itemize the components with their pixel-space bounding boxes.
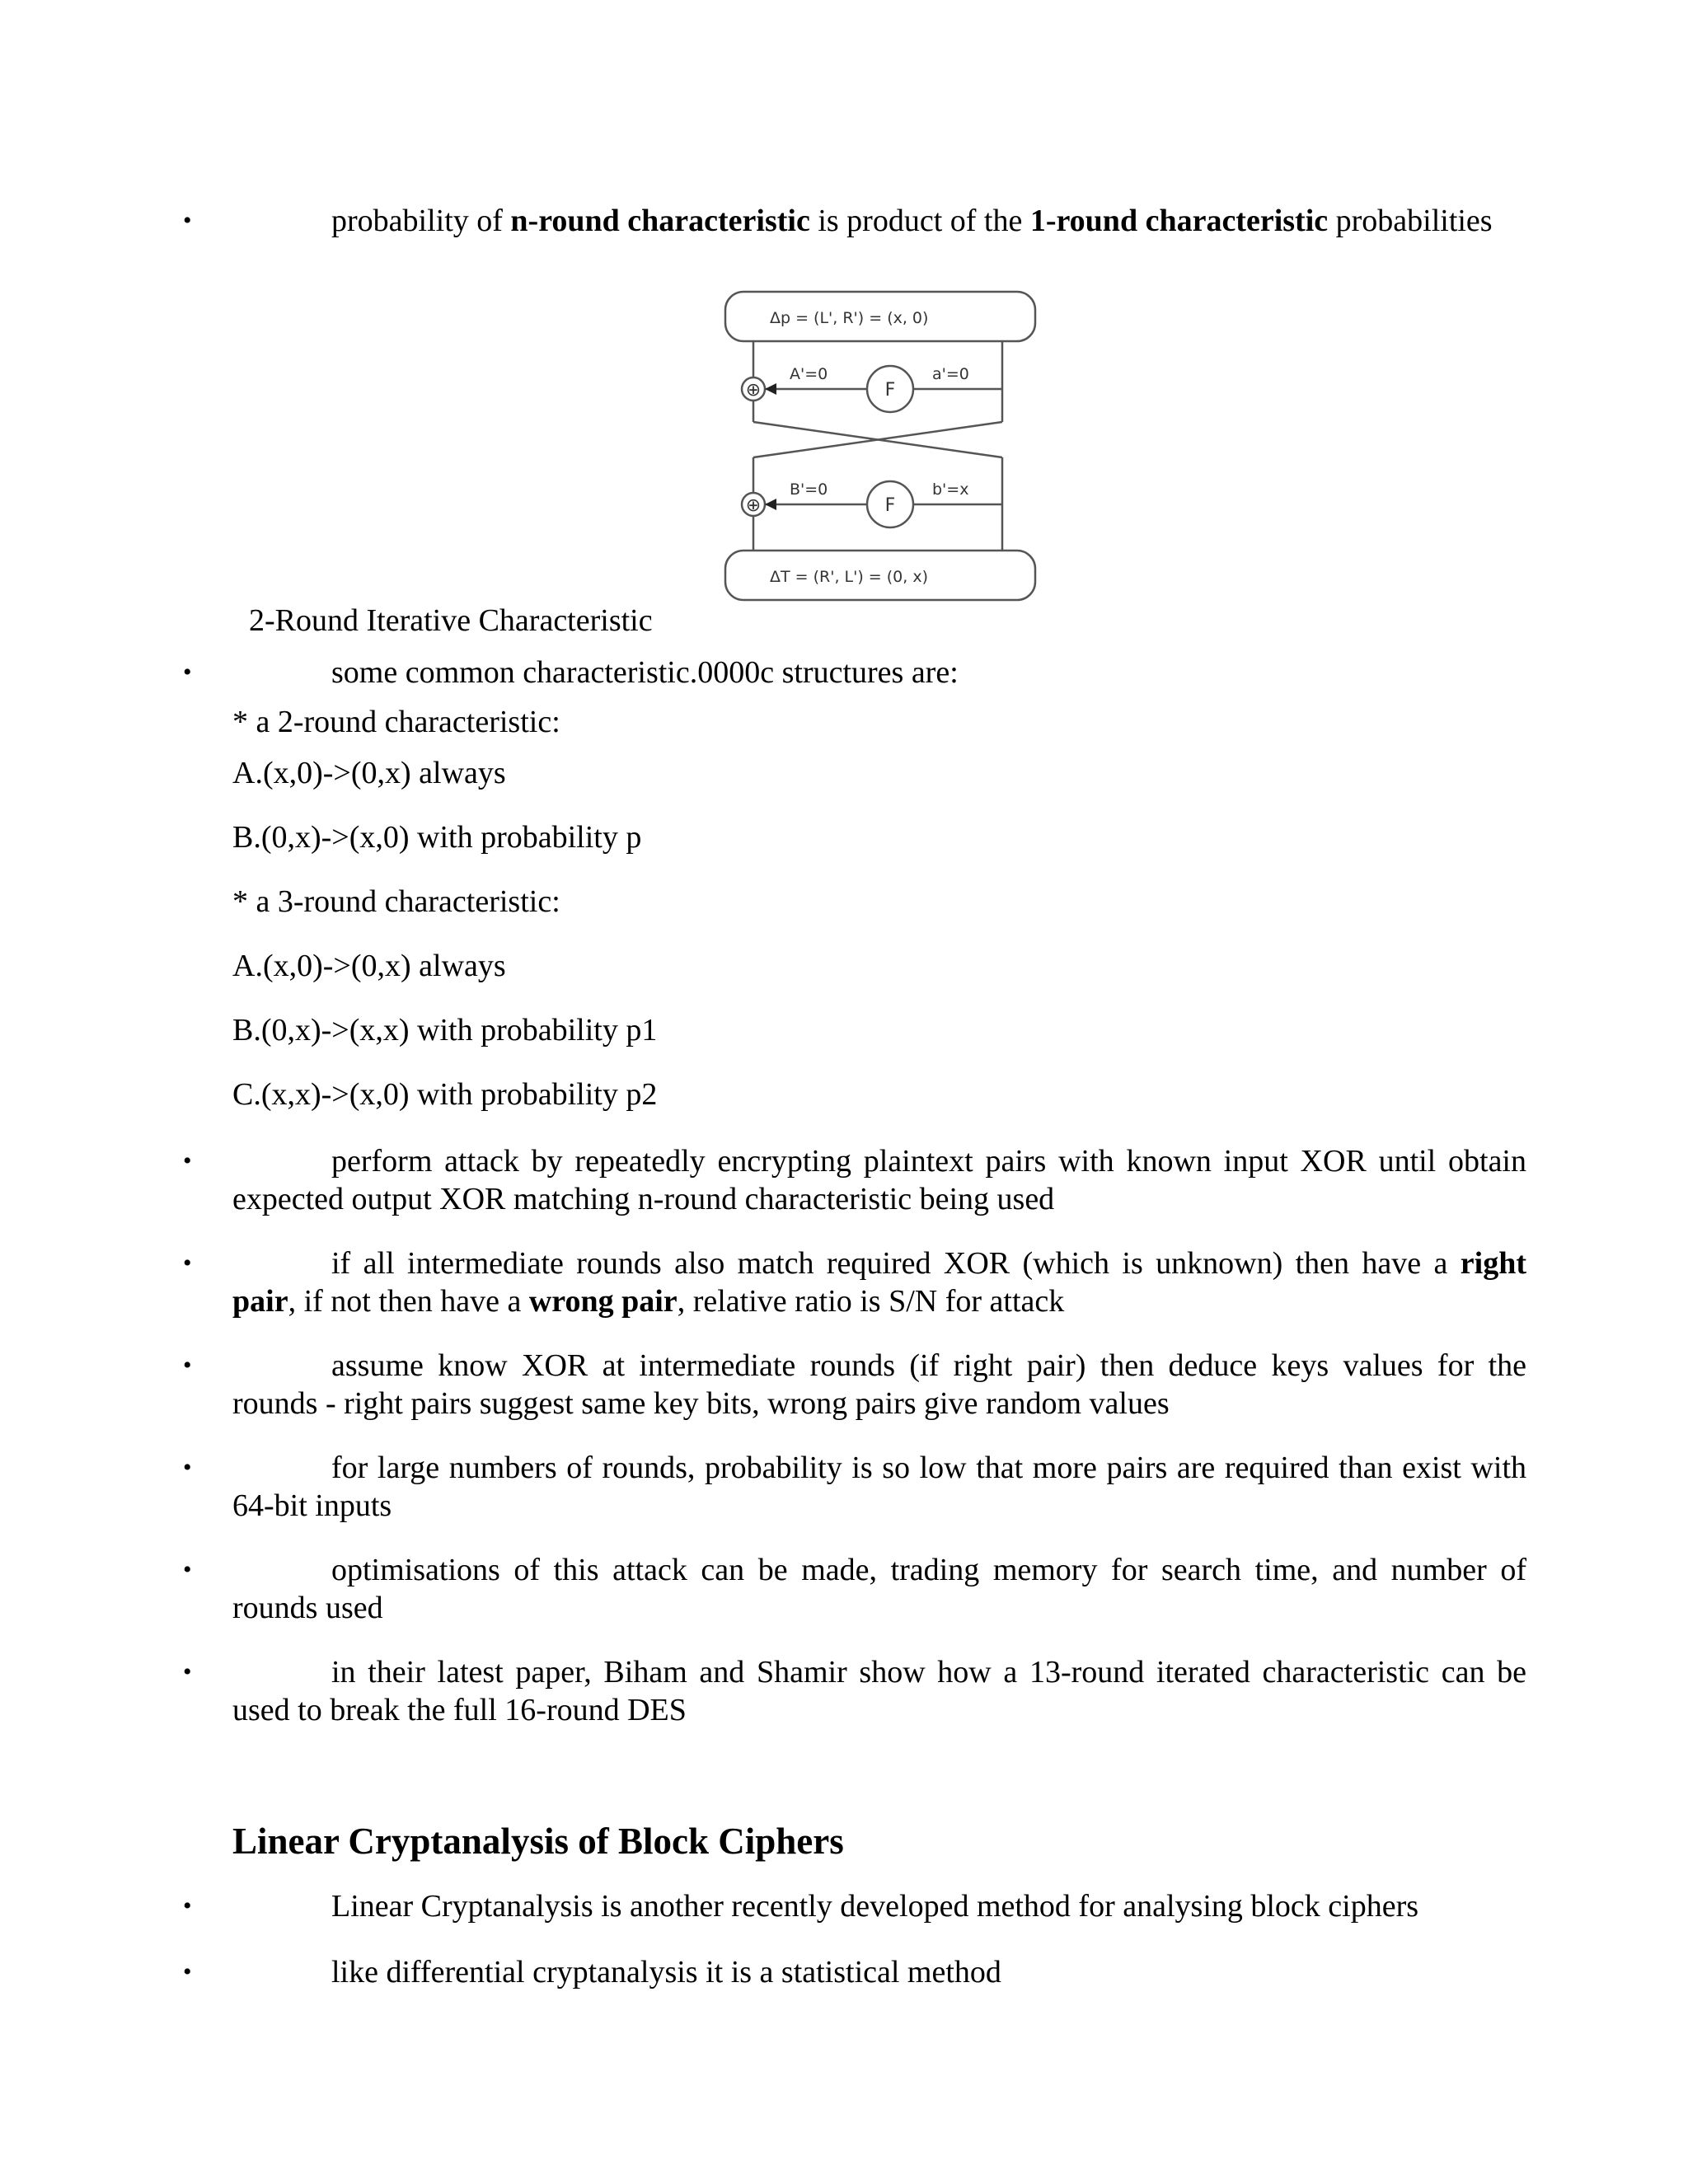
arrow-head xyxy=(765,383,776,395)
f-label: F xyxy=(884,380,896,401)
output-difference-label: ΔT = (R', L') = (0, x) xyxy=(770,568,928,586)
bullet-marker: • xyxy=(183,1556,192,1583)
bullet-paragraph: in their latest paper, Biham and Shamir show how a 13-round iterated characteristic can be used to break the full 16-round DES xyxy=(232,1655,1526,1727)
bullet-marker: • xyxy=(183,207,192,234)
input-difference-label: Δp = (L', R') = (x, 0) xyxy=(770,309,929,327)
characteristic-line: A.(x,0)->(0,x) always xyxy=(232,756,506,790)
bullet-marker: • xyxy=(183,658,192,686)
round2-right-label: b'=x xyxy=(932,480,969,499)
bullet-marker: • xyxy=(183,1454,192,1481)
section-heading: Linear Cryptanalysis of Block Ciphers xyxy=(232,1821,844,1862)
characteristic-line: A.(x,0)->(0,x) always xyxy=(232,949,506,983)
bullet-marker: • xyxy=(183,1958,192,1985)
f-label: F xyxy=(884,495,896,516)
characteristic-line: B.(0,x)->(x,0) with probability p xyxy=(232,820,642,855)
bullet-paragraph: assume know XOR at intermediate rounds (if right pair) then deduce keys values for the rounds - right pairs suggest same key bits, wrong pairs give random values xyxy=(232,1348,1526,1421)
iterative-characteristic-diagram xyxy=(722,288,1040,606)
bullet-marker: • xyxy=(183,1147,192,1174)
bullet-marker: • xyxy=(183,1892,192,1919)
characteristic-line: C.(x,x)->(x,0) with probability p2 xyxy=(232,1077,658,1112)
bullet-marker: • xyxy=(183,1352,192,1379)
xor-symbol: ⊕ xyxy=(745,495,762,516)
bullet-paragraph: perform attack by repeatedly encrypting plaintext pairs with known input XOR until obtain expected output XOR matching n-round characteristic being used xyxy=(232,1144,1526,1216)
characteristic-line: * a 3-round characteristic: xyxy=(232,884,560,919)
bullet-paragraph: if all intermediate rounds also match required XOR (which is unknown) then have a right pair, if not then have a wrong pair, relative ratio is S/N for attack xyxy=(232,1246,1526,1319)
bullet-paragraph: some common characteristic.0000c structures are: xyxy=(331,655,959,690)
figure-caption: 2-Round Iterative Characteristic xyxy=(249,603,653,638)
arrow-head xyxy=(765,499,776,510)
bullet-marker: • xyxy=(183,1658,192,1685)
round1-right-label: a'=0 xyxy=(932,365,969,383)
bullet-marker: • xyxy=(183,1249,192,1277)
round2-left-label: B'=0 xyxy=(790,480,828,499)
bullet-paragraph: like differential cryptanalysis it is a statistical method xyxy=(331,1955,1001,1990)
bullet-paragraph: for large numbers of rounds, probability is so low that more pairs are required than exist with 64-bit inputs xyxy=(232,1451,1526,1523)
round1-left-label: A'=0 xyxy=(790,365,828,383)
xor-symbol: ⊕ xyxy=(745,380,762,401)
bullet-paragraph: Linear Cryptanalysis is another recently developed method for analysing block ciphers xyxy=(331,1889,1419,1924)
characteristic-line: * a 2-round characteristic: xyxy=(232,705,560,739)
bullet-paragraph: optimisations of this attack can be made, trading memory for search time, and number of rounds used xyxy=(232,1553,1526,1625)
bullet-paragraph: probability of n-round characteristic is product of the 1-round characteristic probabilities xyxy=(331,204,1493,238)
characteristic-line: B.(0,x)->(x,x) with probability p1 xyxy=(232,1013,658,1047)
